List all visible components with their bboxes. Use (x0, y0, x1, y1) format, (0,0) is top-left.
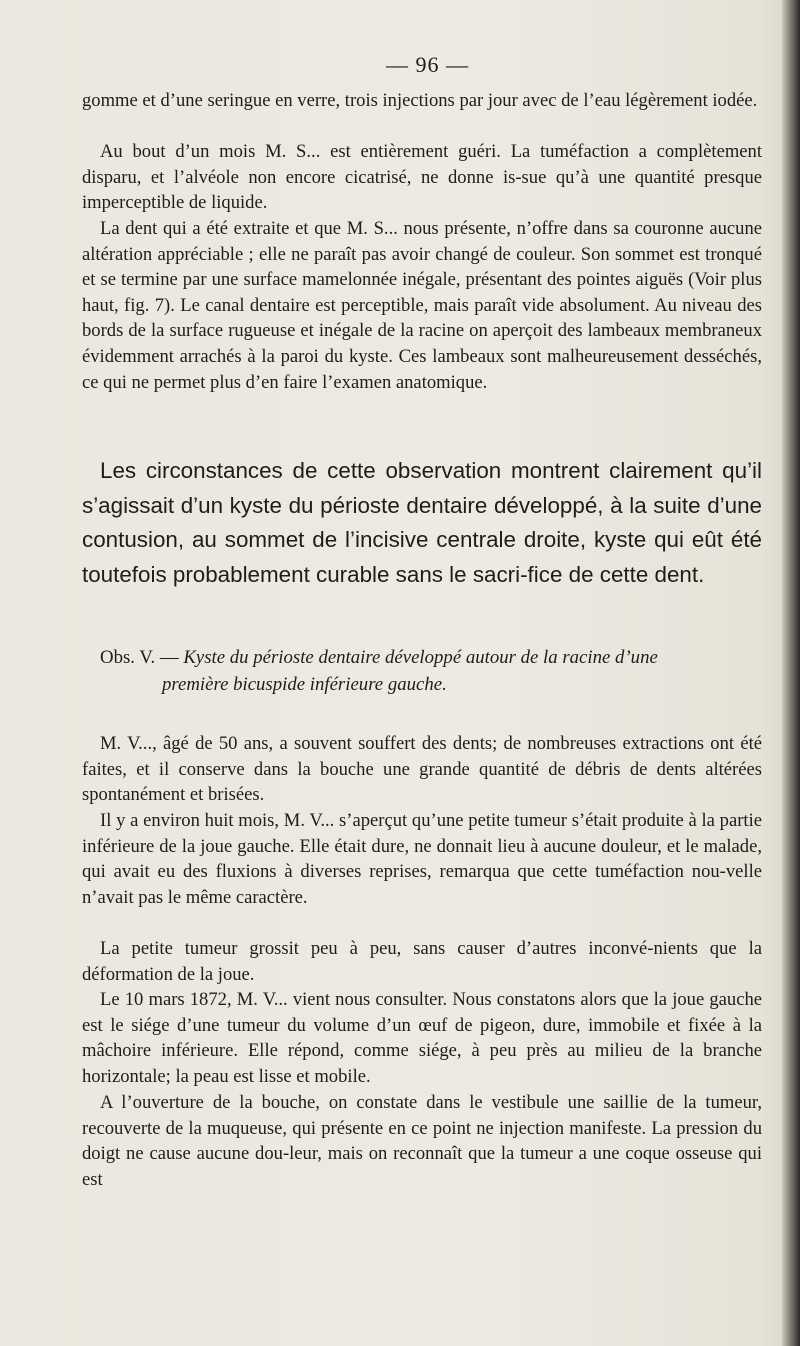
book-spine-edge (782, 0, 800, 1346)
paragraph-conclusion: Les circonstances de cette observation montrent clairement qu’il s’agissait d’un kyste du périoste dentaire développé, à la suite d’une contusion, au sommet de l’incisive centrale droite, kyste qui eût été toutefois probablement curable sans le sacri-fice de cette dent. (82, 458, 762, 587)
observation-title-line2: première bicuspide inférieure gauche. (162, 674, 447, 695)
paragraph-healing: Au bout d’un mois M. S... est entièrement guéri. La tuméfaction a complètement disparu, et l’alvéole non encore cicatrisé, ne donne is-sue qu’à une quantité presque imperceptible de liquide. (82, 141, 762, 214)
paragraph-extracted-tooth: La dent qui a été extraite et que M. S... nous présente, n’offre dans sa couronne aucune altération appréciable ; elle ne paraît pas avoir changé de couleur. Son sommet est tronqué et se termine par une surface mamelonnée inégale, présentant des pointes aiguës (Voir plus haut, fig. 7). Le canal dentaire est perceptible, mais paraît vide absolument. Au niveau des bords de la surface rugueuse et inégale de la racine on aperçoit des lambeaux membraneux évidemment arrachés à la paroi du kyste. Ces lambeaux sont malheureusement desséchés, ce qui ne permet plus d’en faire l’examen anatomique. (82, 218, 762, 393)
paragraph-tumor-onset: Il y a environ huit mois, M. V... s’aperçut qu’une petite tumeur s’était produite à la partie inférieure de la joue gauche. Elle était dure, ne donnait lieu à aucune douleur, et le malade, qui avait eu des fluxions à diverses reprises, remarqua que cette tuméfaction nou-velle n’avait pas le même caractère. (82, 810, 762, 908)
page-number: — 96 — (386, 52, 469, 77)
paragraph-consultation: Le 10 mars 1872, M. V... vient nous consulter. Nous constatons alors que la joue gauche est le siége d’une tumeur du volume d’un œuf de pigeon, dure, immobile et fixée à la mâchoire inférieure. Elle répond, comme siége, à peu près au milieu de la branche horizontale; la peau est lisse et mobile. (82, 989, 762, 1087)
paragraph-patient-history: M. V..., âgé de 50 ans, a souvent souffert des dents; de nombreuses extractions ont été faites, et il conserve dans la bouche une grande quantité de débris de dents altérées spontanément et brisées. (82, 733, 762, 806)
paragraph-mouth-examination: A l’ouverture de la bouche, on constate dans le vestibule une saillie de la tumeur, recouverte de la muqueuse, qui présente en ce point ne injection manifeste. La pression du doigt ne cause aucune dou-leur, mais on reconnaît que la tumeur a une coque osseuse qui est (82, 1092, 762, 1190)
observation-title-line1: Kyste du périoste dentaire développé autour de la racine d’une (183, 647, 658, 668)
observation-label: Obs. V. — (100, 647, 179, 668)
observation-heading (82, 644, 762, 698)
paragraph-continuation: gomme et d’une seringue en verre, trois injections par jour avec de l’eau légèrement iodée. (82, 90, 758, 111)
paragraph-tumor-growth: La petite tumeur grossit peu à peu, sans causer d’autres inconvé-nients que la déformation de la joue. (82, 938, 762, 985)
